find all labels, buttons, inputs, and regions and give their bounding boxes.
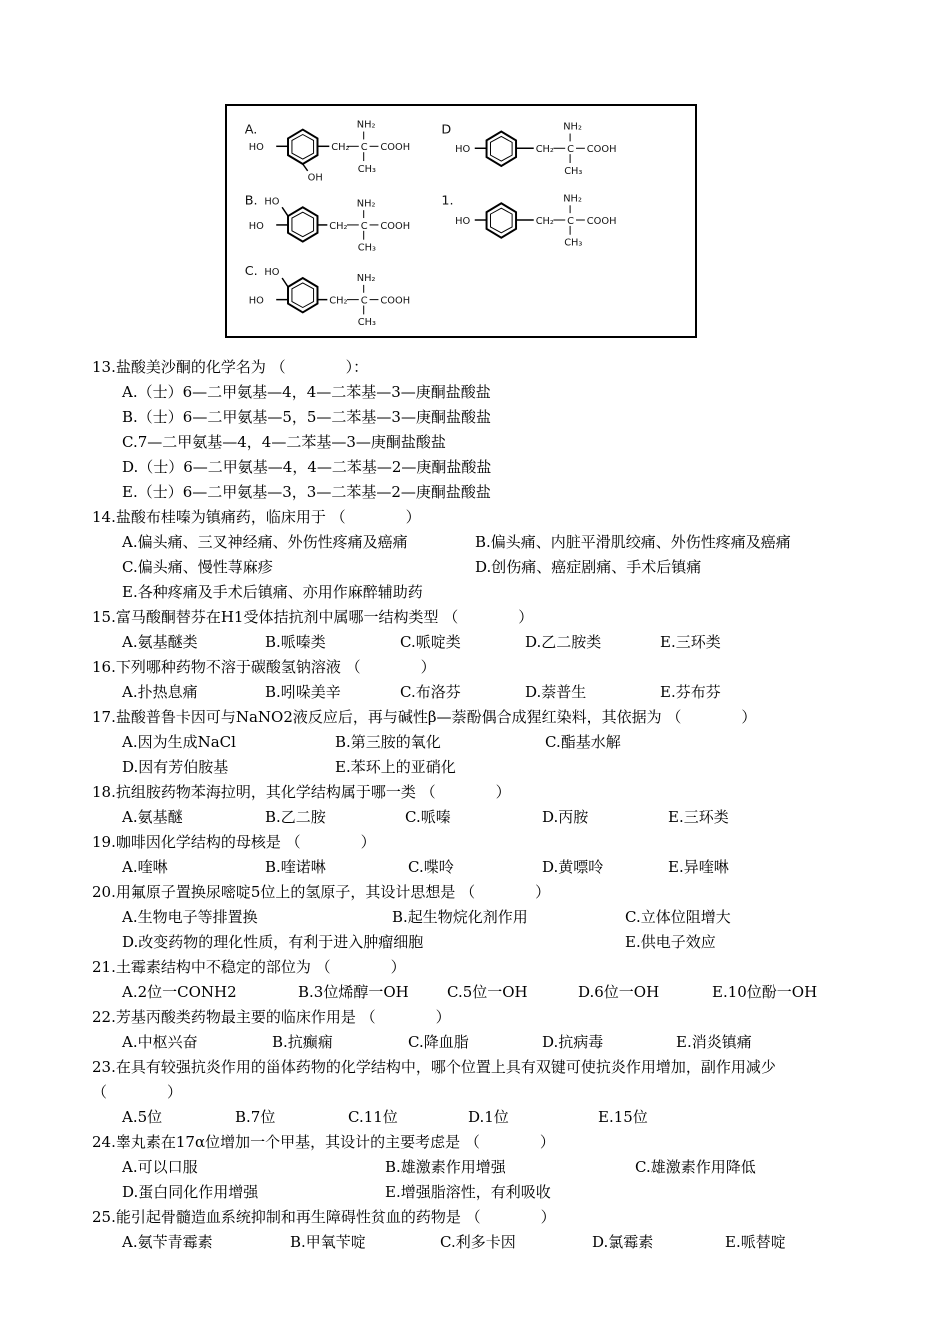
question-15-option-e: E.三环类 <box>660 633 721 651</box>
question-16-option-a: A.扑热息痛 <box>122 683 198 701</box>
question-24-option-b: B.雄激素作用增强 <box>385 1158 506 1176</box>
benzene-inner-ring <box>490 136 512 161</box>
question-14-option-a: A.偏头痛、三叉神经痛、外伤性疼痛及癌痛 <box>122 533 408 551</box>
structure-c-letter: C. <box>244 264 258 280</box>
benzene-inner-ring <box>292 283 314 308</box>
question-19-stem: 19.咖啡因化学结构的母核是 （ ） <box>92 833 376 851</box>
question-14-option-d: D.创伤痛、癌症剧痛、手术后镇痛 <box>475 558 702 576</box>
question-18-option-b: B.乙二胺 <box>265 808 326 826</box>
structure-a-cooh: COOH <box>380 142 411 154</box>
question-13-option-e: E.（士）6—二甲氨基—3，3—二苯基—2—庚酮盐酸盐 <box>122 483 491 501</box>
question-15-option-a: A.氨基醚类 <box>122 633 198 651</box>
question-20-option-a: A.生物电子等排置换 <box>122 908 258 926</box>
structure-a-ch2: CH₂ <box>331 142 350 154</box>
question-25-stem: 25.能引起骨髓造血系统抑制和再生障碍性贫血的药物是 （ ） <box>92 1208 556 1226</box>
question-16-option-b: B.吲哚美辛 <box>265 683 341 701</box>
structure-svg <box>227 106 695 336</box>
structure-a-oh-bottom: OH <box>307 172 323 184</box>
question-21-option-a: A.2位一CONH2 <box>122 983 237 1001</box>
question-23-option-c: C.11位 <box>348 1108 398 1126</box>
question-15-option-d: D.乙二胺类 <box>525 633 602 651</box>
question-15-option-b: B.哌嗪类 <box>265 633 326 651</box>
structure-e-letter: 1. <box>441 193 454 209</box>
question-14-option-e: E.各种疼痛及手术后镇痛、亦用作麻醉辅助药 <box>122 583 423 601</box>
structure-b-cooh: COOH <box>380 220 411 232</box>
question-23-option-b: B.7位 <box>235 1108 276 1126</box>
question-19-option-c: C.喋呤 <box>408 858 454 876</box>
benzene-inner-ring <box>292 135 314 160</box>
question-25-option-d: D.氯霉素 <box>592 1233 654 1251</box>
structure-b <box>245 193 410 253</box>
question-13-option-a: A.（士）6—二甲氨基—4，4—二苯基—3—庚酮盐酸盐 <box>122 383 491 401</box>
bond <box>282 278 288 287</box>
structure-a-nh2: NH₂ <box>356 119 376 131</box>
structure-a-oh-left: HO <box>248 142 264 154</box>
question-22-stem: 22.芳基丙酸类药物最主要的临床作用是 （ ） <box>92 1008 451 1026</box>
structure-d-cooh: COOH <box>586 144 617 156</box>
question-13-option-b: B.（士）6—二甲氨基—5，5—二苯基—3—庚酮盐酸盐 <box>122 408 491 426</box>
structure-e-cooh: COOH <box>586 215 617 227</box>
question-18-option-c: C.哌嗪 <box>405 808 451 826</box>
question-17-option-d: D.因有芳伯胺基 <box>122 758 229 776</box>
question-15-stem: 15.富马酸酮替芬在H1受体拮抗剂中属哪一结构类型 （ ） <box>92 608 534 626</box>
structure-d-nh2: NH₂ <box>563 121 582 133</box>
question-25-option-b: B.甲氧苄啶 <box>290 1233 366 1251</box>
structure-c-nh2: NH₂ <box>356 272 376 284</box>
question-14-option-c: C.偏头痛、慢性荨麻疹 <box>122 558 273 576</box>
question-24-option-a: A.可以口服 <box>122 1158 198 1176</box>
question-18-stem: 18.抗组胺药物苯海拉明，其化学结构属于哪一类 （ ） <box>92 783 511 801</box>
structure-d-c: C <box>567 144 575 156</box>
structure-c-c: C <box>360 295 368 307</box>
question-20-stem: 20.用氟原子置换尿嘧啶5位上的氢原子，其设计思想是 （ ） <box>92 883 551 901</box>
question-16-stem: 16.下列哪种药物不溶于碳酸氢钠溶液 （ ） <box>92 658 436 676</box>
structure-c-ch3: CH₃ <box>357 317 376 329</box>
question-22-option-a: A.中枢兴奋 <box>122 1033 198 1051</box>
question-25-option-c: C.利多卡因 <box>440 1233 516 1251</box>
question-24-option-e: E.增强脂溶性，有利吸收 <box>385 1183 551 1201</box>
question-19-option-d: D.黄嘌呤 <box>542 858 604 876</box>
structure-b-oh-left: HO <box>248 220 264 232</box>
question-17-option-a: A.因为生成NaCl <box>122 733 236 751</box>
question-15-option-c: C.哌啶类 <box>400 633 461 651</box>
structure-e-nh2: NH₂ <box>563 193 582 205</box>
structure-a <box>245 120 410 184</box>
structure-b-ch3: CH₃ <box>357 242 376 254</box>
structure-a-c: C <box>360 142 368 154</box>
question-22-option-e: E.消炎镇痛 <box>676 1033 752 1051</box>
question-23-option-a: A.5位 <box>122 1108 163 1126</box>
question-24-option-d: D.蛋白同化作用增强 <box>122 1183 259 1201</box>
question-13-stem: 13.盐酸美沙酮的化学名为 （ ）： <box>92 358 369 376</box>
question-18-option-a: A.氨基醚 <box>122 808 183 826</box>
structure-b-nh2: NH₂ <box>356 198 376 210</box>
structure-c <box>245 264 410 328</box>
structure-e-c: C <box>567 215 575 227</box>
structure-d-ch2: CH₂ <box>535 144 554 156</box>
benzene-inner-ring <box>292 212 314 237</box>
question-16-option-e: E.芬布芬 <box>660 683 721 701</box>
question-17-option-e: E.苯环上的亚硝化 <box>335 758 456 776</box>
structure-d-ch3: CH₃ <box>564 165 583 177</box>
question-22-option-b: B.抗癫痫 <box>272 1033 333 1051</box>
structure-d-letter: D <box>441 122 452 138</box>
question-25-option-e: E.哌替啶 <box>725 1233 786 1251</box>
question-21-option-c: C.5位一OH <box>447 983 528 1001</box>
question-18-option-d: D.丙胺 <box>542 808 589 826</box>
question-19-option-b: B.喹诺啉 <box>265 858 326 876</box>
question-17-stem: 17.盐酸普鲁卡因可与NaNO2液反应后，再与碱性β—萘酚偶合成猩红染料，其依据为 （ ） <box>92 708 757 726</box>
question-18-option-e: E.三环类 <box>668 808 729 826</box>
question-22-option-c: C.降血脂 <box>408 1033 469 1051</box>
question-20-option-d: D.改变药物的理化性质，有利于进入肿瘤细胞 <box>122 933 424 951</box>
question-23-stem-blank: （ ） <box>92 1083 183 1101</box>
question-13-option-c: C.7—二甲氨基—4，4—二苯基—3—庚酮盐酸盐 <box>122 433 446 451</box>
question-16-option-d: D.萘普生 <box>525 683 587 701</box>
structure-b-letter: B. <box>244 193 258 209</box>
question-23-stem: 23.在具有较强抗炎作用的甾体药物的化学结构中，哪个位置上具有双键可使抗炎作用增加，副作用减少 <box>92 1058 776 1076</box>
structure-e-ch3: CH₃ <box>564 237 583 249</box>
structure-a-ch3: CH₃ <box>357 163 376 175</box>
question-14-stem: 14.盐酸布桂嗪为镇痛药，临床用于 （ ） <box>92 508 421 526</box>
structure-d <box>441 122 616 177</box>
bond <box>303 164 308 171</box>
structure-d-oh-left: HO <box>455 144 471 156</box>
structure-figure <box>225 104 697 338</box>
question-20-option-b: B.起生物烷化剂作用 <box>392 908 528 926</box>
structure-a-letter: A. <box>244 122 258 138</box>
question-19-option-a: A.喹啉 <box>122 858 168 876</box>
question-20-option-e: E.供电子效应 <box>625 933 716 951</box>
structure-e-oh-left: HO <box>455 215 471 227</box>
question-14-option-b: B.偏头痛、内脏平滑肌绞痛、外伤性疼痛及癌痛 <box>475 533 791 551</box>
question-24-option-c: C.雄激素作用降低 <box>635 1158 756 1176</box>
question-21-option-d: D.6位一OH <box>578 983 660 1001</box>
question-13-option-d: D.（士）6—二甲氨基—4，4—二苯基—2—庚酮盐酸盐 <box>122 458 492 476</box>
structure-c-oh-top: HO <box>264 267 280 279</box>
question-23-option-d: D.1位 <box>468 1108 509 1126</box>
benzene-inner-ring <box>490 208 512 233</box>
question-21-option-b: B.3位烯醇一OH <box>298 983 409 1001</box>
structure-b-c: C <box>360 220 368 232</box>
question-21-option-e: E.10位酚一OH <box>712 983 818 1001</box>
structure-b-oh-top: HO <box>264 196 280 208</box>
question-25-option-a: A.氨苄青霉素 <box>122 1233 213 1251</box>
structure-e-ch2: CH₂ <box>535 215 554 227</box>
question-17-option-b: B.第三胺的氧化 <box>335 733 441 751</box>
question-20-option-c: C.立体位阻增大 <box>625 908 731 926</box>
structure-e <box>441 193 616 248</box>
structure-c-cooh: COOH <box>380 295 411 307</box>
structure-b-ch2: CH₂ <box>329 220 348 232</box>
question-24-stem: 24.睾丸素在17α位增加一个甲基，其设计的主要考虑是 （ ） <box>92 1133 555 1151</box>
question-23-option-e: E.15位 <box>598 1108 648 1126</box>
bond <box>282 207 288 216</box>
question-17-option-c: C.酯基水解 <box>545 733 621 751</box>
question-22-option-d: D.抗病毒 <box>542 1033 604 1051</box>
structure-c-oh-left: HO <box>248 295 264 307</box>
question-16-option-c: C.布洛芬 <box>400 683 461 701</box>
question-21-stem: 21.土霉素结构中不稳定的部位为 （ ） <box>92 958 406 976</box>
question-19-option-e: E.异喹啉 <box>668 858 729 876</box>
structure-c-ch2: CH₂ <box>329 295 348 307</box>
